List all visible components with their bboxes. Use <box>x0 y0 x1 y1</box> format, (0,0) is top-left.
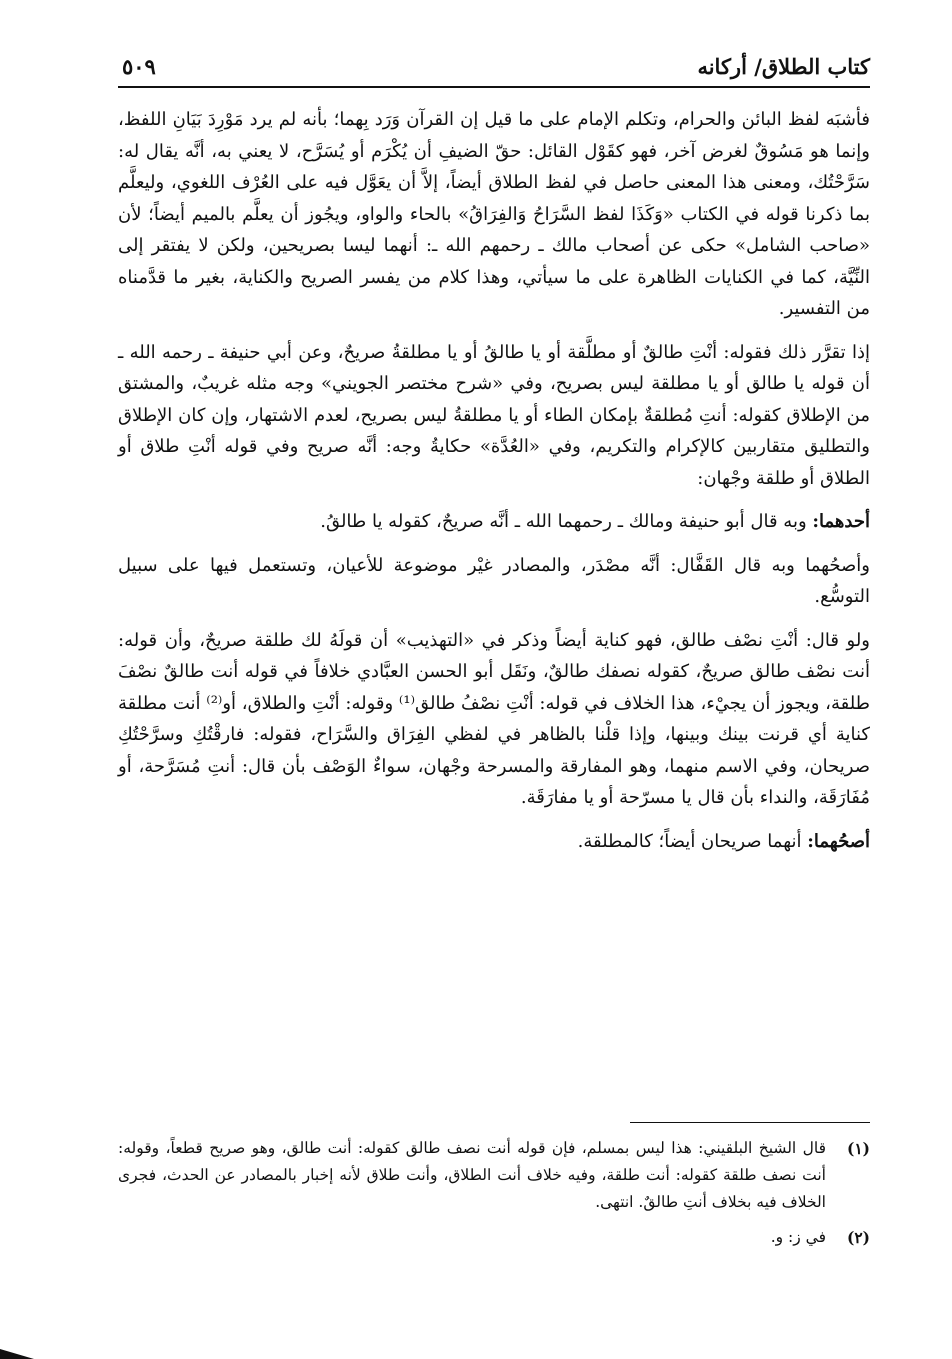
paragraph-3 <box>118 506 870 538</box>
footnote-text: في ز: و. <box>770 1228 826 1246</box>
paragraph-3-lead: أحدهما: <box>812 511 870 532</box>
footnote-2 <box>118 1224 870 1251</box>
paragraph-1: فأشبَه لفظ البائن والحرام، وتكلم الإمام على ما قيل إن القرآن وَرَد بِهما؛ بأنه لم يرد مَوْرِدَ بَيَانِ اللفظ، وإنما هو مَسُوقٌ لغرض آخر، فهو كقَوْل القائل: حقّ الضيفِ أن يُكْرَم أو يُسَرَّح، لا يعني به، أنَّه يقال له: سَرَّحْتُك، ومعنى هذا المعنى حاصل في لفظ الطلاق أيضاً، إلاَّ أن يعَوَّل فيه على العُرْف اللغوي، وليعلَّم بما ذكرنا قوله في الكتاب «وَكَذَا لفظ السَّرَاحُ وَالفِرَاقُ» بالحاء والواو، ويجُوز أن يعلَّم بالميم أيضاً؛ لأن «صاحب الشامل» حكى عن أصحاب مالك ـ رحمهم الله ـ: أنهما ليسا بصريحين، ولكن لا يفتقر إلى النِّيَّة، كما في الكنايات الظاهرة على ما سيأتي، وهذا كلام من يفسر الصريح والكناية، بغير ما قدَّمناه من التفسير. <box>118 109 870 319</box>
paragraph-3-text: وبه قال أبو حنيفة ومالك ـ رحمهما الله ـ أنَّه صريحٌ، كقوله يا طالقُ. <box>320 511 807 532</box>
footnote-text: قال الشيخ البلقيني: هذا ليس بمسلم، فإن قوله أنت نصف طالق كقوله: أنت طالق، وهو صريح قطعاً، وقوله: أنت نصف طلقة كقوله: أنت طلقة، وفيه خلاف أنت الطلاق، وأنت طلاق لأنه إخبار بالمصادر عن الحدث، فجرى الخلاف فيه بخلاف أنتِ طالقٌ. انتهى. <box>118 1139 826 1211</box>
paragraph-6-text: أنهما صريحان أيضاً؛ كالمطلقة. <box>577 830 802 852</box>
paragraph-5: ولو قال: أنْتِ نصْف طالق، فهو كناية أيضاً وذكر في «التهذيب» أن قولَهُ لك طلقة صريحٌ، وأن قوله: أنت نصْف طالق صريحٌ، كقوله نصفك طالقٌ، ونَقَل أبو الحسن العبَّادي خلافاً في قوله أنت طالقٌ نصْفَ طلقة، ويجوز أن يجيْء، هذا الخلاف في قوله: أنْتِ نصْفُ طالق⁽¹⁾ وقوله: أنْتِ والطلاق، أو⁽²⁾ أنت مطلقة كناية أي قرنت بينك وبينها، وإذا قلْنا بالظاهر في لفظي الفِرَاق والسَّرَاح، فقوله: فارقْتُكِ وسرَّحْتُكِ صريحان، وفي الاسم منهما، وهو المفارقة والمسرحة وجْهان، سواءٌ الوَصْف بأن قال: أنتِ مُسَرَّحة، أو مُفَارَقَة، والنداء بأن قال يا مسرّحة أو يا مفارَقَة. <box>118 629 871 808</box>
footnote-1 <box>118 1135 870 1216</box>
page-number: ٥٠٩ <box>122 54 156 79</box>
footnote-number: (١) <box>846 1139 870 1158</box>
footnote-number: (٢) <box>846 1228 870 1247</box>
main-text <box>118 104 870 857</box>
paragraph-4: وأصحُهما وبه قال القَفَّال: أنَّه مصْدَر، والمصادر غيْر موضوعة للأعيان، وتستعمل فيها على سبيل التوسُّع. <box>118 554 870 607</box>
paragraph-6-lead: أصحُهما: <box>807 830 870 852</box>
paragraph-2: إذا تقرَّر ذلك فقوله: أنْتِ طالقٌ أو مطلَّقة أو يا طالقُ أو يا مطلقةُ صريحٌ، وعن أبي حنيفة ـ رحمه الله ـ أن قوله يا طالق أو يا مطلقة ليس بصريح، وفي «شرح مختصر الجويني» وجه مثله غريبٌ، والمشتق من الإطلاق كقوله: أنتِ مُطلقةٌ بإمكان الطاء أو يا مطلقةُ ليس بصريح، لعدم الاشتهار، وإن كان الإطلاق والتطليق متقاربين كالإكرام والتكريم، وفي «العُدَّة» حكايةُ وجه: أنَّه صريح وفي قوله أنْتِ طلاق أو الطلاق أو طلقة وجْهان: <box>118 341 870 489</box>
book-page <box>118 50 870 1330</box>
footnotes <box>118 1122 870 1259</box>
running-header <box>118 50 870 88</box>
chapter-title: كتاب الطلاق/ أركانه <box>697 54 870 79</box>
paragraph-6 <box>118 826 870 858</box>
scan-corner-mark <box>0 1349 34 1359</box>
footnote-divider <box>630 1122 870 1123</box>
